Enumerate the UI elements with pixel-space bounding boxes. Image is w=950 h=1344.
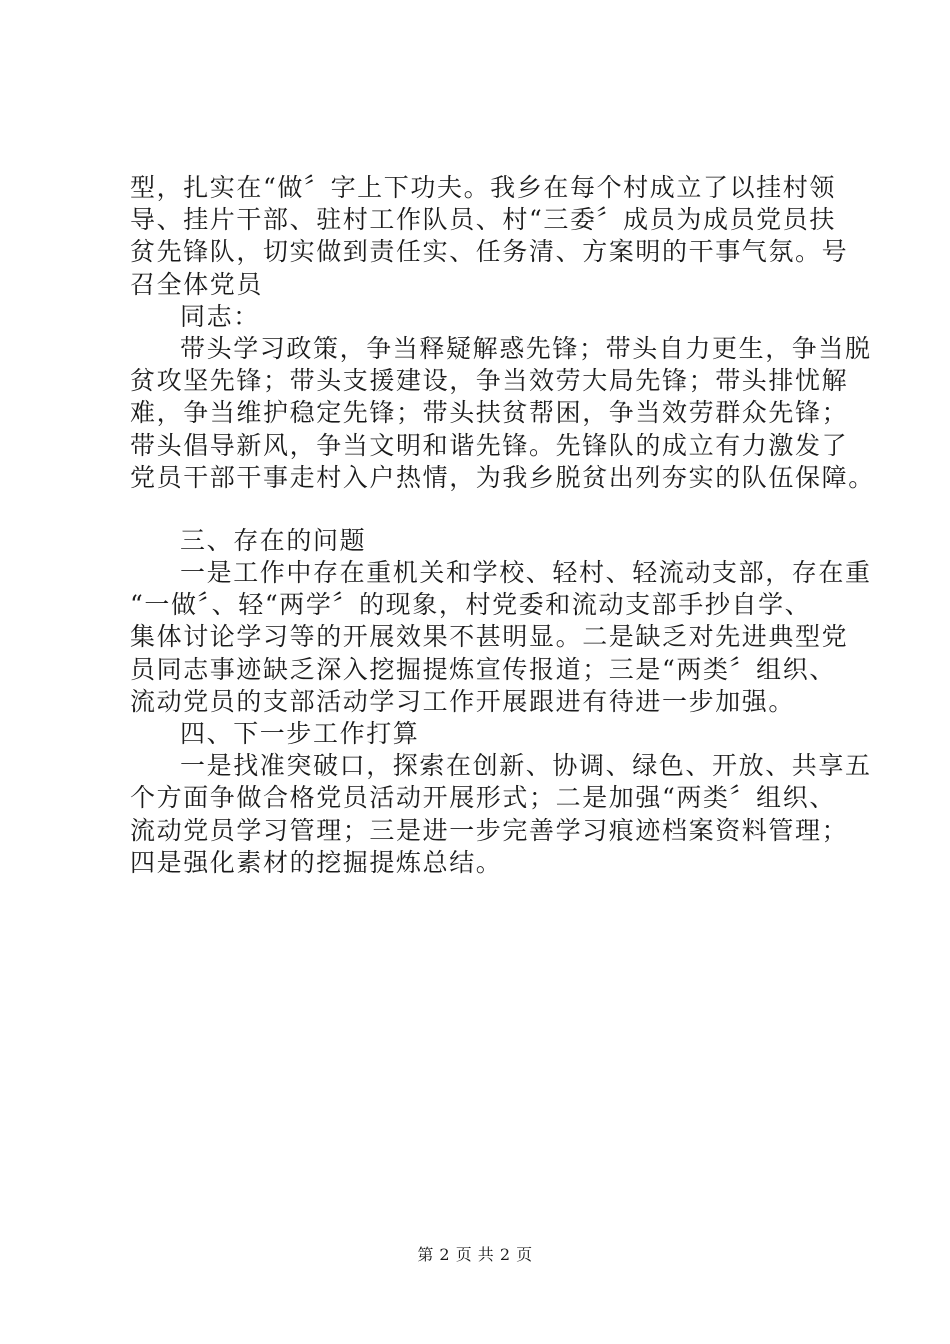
text-line: “一做〞、轻“两学〞的现象，村党委和流动支部手抄自学、 [130,590,812,620]
text-line: 召全体党员 [130,269,264,299]
section-heading: 三、存在的问题 [180,525,367,555]
page-footer [0,1242,950,1265]
paragraph-problems [130,557,872,718]
text-line: 四是强化素材的挖掘提炼总结。 [130,847,503,877]
text-line: 党员干部干事走村入户热情，为我乡脱贫出列夯实的队伍保障。 [130,462,875,492]
text-line: 员同志事迹缺乏深入挖掘提炼宣传报道；三是“两类〞组织、 [130,654,836,684]
text-line: 一是工作中存在重机关和学校、轻村、轻流动支部，存在重 [180,558,872,588]
paragraph-pioneer-duties [130,333,875,494]
text-line: 个方面争做合格党员活动开展形式；二是加强“两类〞组织、 [130,783,836,813]
paragraph-gap [130,494,835,525]
text-line: 集体讨论学习等的开展效果不甚明显。二是缺乏对先进典型党 [130,622,849,652]
section-heading-problems [130,525,835,557]
section-heading-next-steps [130,718,835,750]
paragraph-salutation [130,301,835,333]
document-body [130,172,875,879]
text-line: 导、挂片干部、驻村工作队员、村“三委〞成员为成员党员扶 [130,205,836,235]
text-line: 流动党员的支部活动学习工作开展跟进有待进一步加强。 [130,686,796,716]
paragraph-continuation [130,172,849,301]
text-line: 贫攻坚先锋；带头支援建设，争当效劳大局先锋；带头排忧解 [130,366,849,396]
section-heading: 四、下一步工作打算 [180,719,420,748]
text-line: 带头倡导新风，争当文明和谐先锋。先锋队的成立有力激发了 [130,430,849,460]
page-number: 第 2 页 共 2 页 [417,1245,533,1264]
paragraph-next-steps [130,750,872,879]
text-line: 难，争当维护稳定先锋；带头扶贫帮困，争当效劳群众先锋； [130,398,849,428]
text-line: 流动党员学习管理；三是进一步完善学习痕迹档案资料管理； [130,815,849,845]
text-line: 贫先锋队，切实做到责任实、任务清、方案明的干事气氛。号 [130,237,849,267]
text-line: 一是找准突破口，探索在创新、协调、绿色、开放、共享五 [180,751,872,781]
text-line: 带头学习政策，争当释疑解惑先锋；带头自力更生，争当脱 [180,333,872,363]
text-line: 同志： [180,301,260,331]
text-line: 型，扎实在“做〞字上下功夫。我乡在每个村成立了以挂村领 [130,173,836,202]
